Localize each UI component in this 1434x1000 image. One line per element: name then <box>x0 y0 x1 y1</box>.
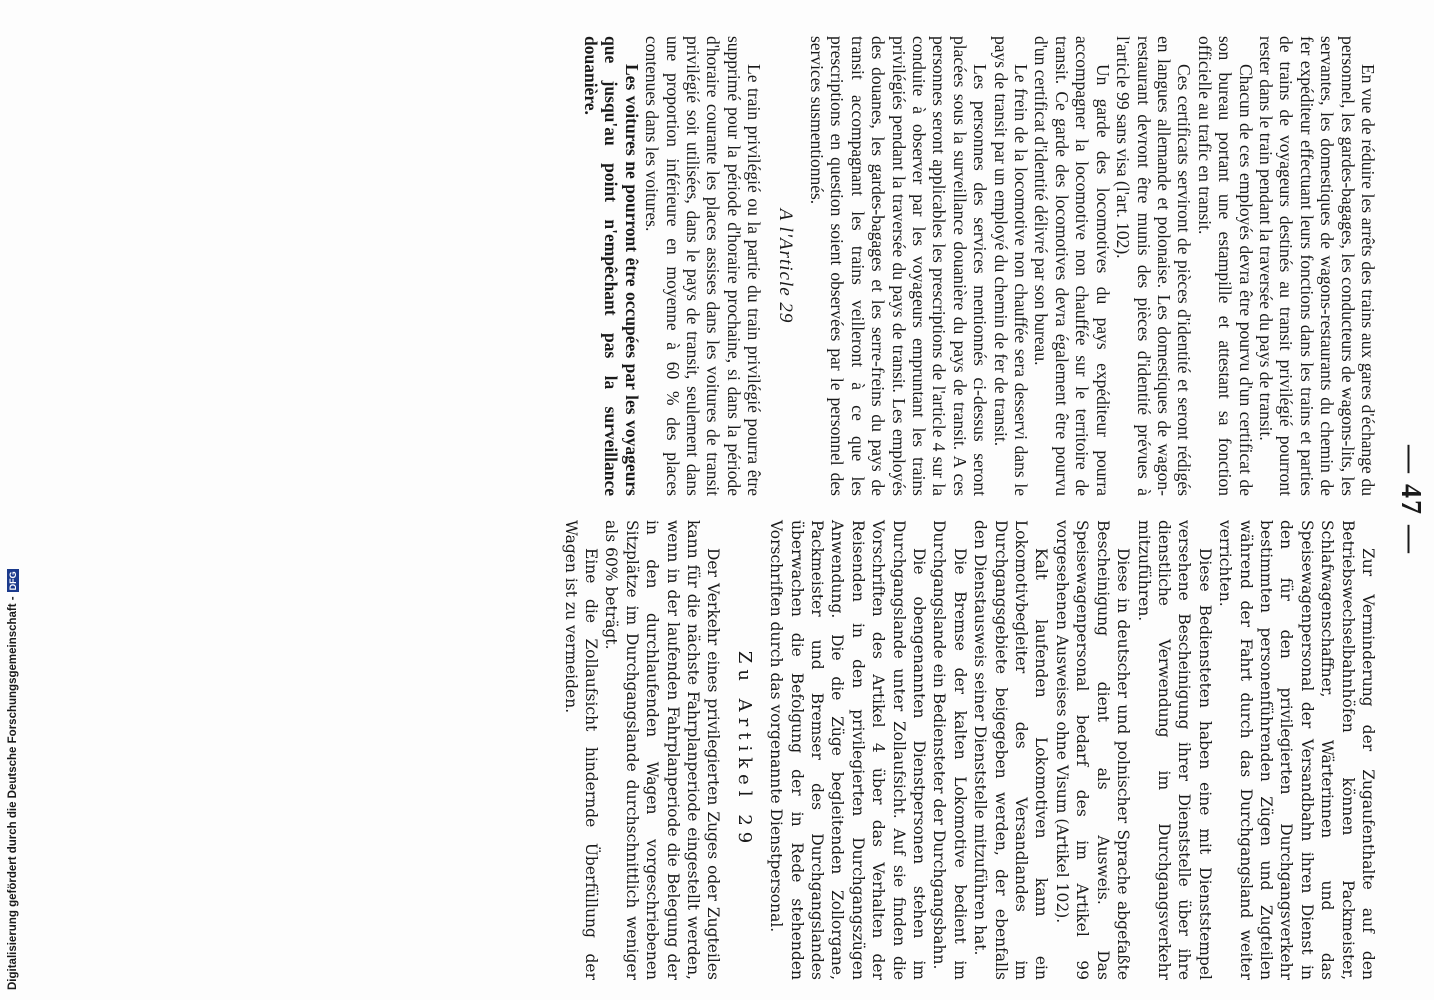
dfg-logo: DFG <box>8 571 18 591</box>
fr-paragraph-6: Les personnes des services mentionnés ci-dessus seront placées sous la surveillance douanière du pays de transit. A ces personnes seront applicables les prescriptions de l'article 4 sur la conduite à observer par les voyageurs empruntant les trains privilégiés pendant la traversée du pays de transit. Les employés des douanes, les gardes-bagages et les serre-freins du pays de transit accompagnant les trains veilleront à ce que les prescriptions en question soient observées par le personnel des services susmentionnés. <box>807 36 991 496</box>
digitization-footer <box>4 571 22 990</box>
fr-article-heading: A l'Article 29 <box>774 208 796 324</box>
fr-paragraph-8: Les voitures ne pourront être occupées par les voyageurs que jusqu'au point n'empêchant pas la surveillance douanière. <box>580 36 642 496</box>
footer-text <box>4 571 22 990</box>
de-paragraph-6: Die obengenannten Dienstpersonen stehen im Durchgangslande unter Zollaufsicht. Auf sie finden die Vorschriften des Artikel 4 über das Verhalten der Reisenden in den privilegierten Durchgangszügen Anwendung. Die die Züge begleitenden Zollorgane, Packmeister und Bremser des Durchgangslandes überwachen die Befolgung der in Rede stehenden Vorschriften durch das vorgenannte Dienstpersonal. <box>767 520 929 980</box>
fr-paragraph-3: Ces certificats serviront de pièces d'identité et seront rédigés en langues allemande et polonaise. Les domestiques de wagon-restaurant devront être munis des pièces d'identité prévues à l'article 99 sans visa (l'art. 102). <box>1113 36 1195 496</box>
de-article-heading: Zu Artikel 29 <box>733 650 755 850</box>
french-column <box>581 36 1378 496</box>
de-paragraph-7: Der Verkehr eines privilegierten Zuges oder Zugteiles kann für die nächste Fahrplanperiode eingestellt werden, wenn in der laufenden Fahrplanperiode die Belegung der in den durchlaufenden Wagen vorgeschriebenen Sitzplätze im Durchgangslande durchschnittlich weniger als 60% beträgt. <box>602 520 723 980</box>
fr-paragraph-7: Le train privilégié ou la partie du train privilégié pourra être supprimé pour la période d'horaire prochaine, si dans la période d'horaire courante les places assises dans les voitures de transit privilégié soit utilisées, dans le pays de transit, seulement dans une proportion inférieure en moyenne à 60 % des places contenues dans les voitures. <box>642 36 765 496</box>
de-paragraph-1: Zur Verminderung der Zugaufenthalte auf den Betriebswechselbahnhöfen können Packmeister, Schlafwagenschaffner, Wärterinnen und das Speisewagenpersonal der Versandbahn ihren Dienst in den für den privilegierten Durchgangsverkehr bestimmten personenführenden Zügen und Zugteilen während der Fahrt durch das Durchgangsland weiter verrichten. <box>1216 520 1377 980</box>
de-paragraph-3: Diese in deutscher und polnischer Sprache abgefaßte Bescheinigung dient als Ausweis. Das Speisewagenpersonal bedarf des im Artikel 99 vorgesehenen Ausweises ohne Visum (Artikel 102). <box>1052 520 1133 980</box>
page-number: — 47 — <box>1395 445 1426 555</box>
fr-paragraph-2: Chacun de ces employés devra être pourvu d'un certificat de son bureau portant une estampille et attestant sa fonction officielle au trafic en transit. <box>1194 36 1256 496</box>
fr-paragraph-5: Le frein de la locomotive non chauffée sera desservi dans le pays de transit par un employé du chemin de fer de transit. <box>990 36 1032 496</box>
de-paragraph-8: Eine die Zollaufsicht hindernde Überfüllung der Wagen ist zu vermeiden. <box>561 520 600 980</box>
footer-credit: Digitalisierung gefördert durch die Deutsche Forschungsgemeinschaft - <box>7 596 19 990</box>
fr-paragraph-1: En vue de réduire les arrêts des trains aux gares d'échange du personnel, les gardes-bagages, les conducteurs de wagons-lits, les servantes, les domestiques de wagons-restaurants du chemin de fer expéditeur effectuant leurs fonctions dans les trains et parties de trains de voyageurs destinés au transit privilégié pourront rester dans le train pendant la traversée du pays de transit. <box>1255 36 1378 496</box>
fr-paragraph-4: Un garde des locomotives du pays expéditeur pourra accompagner la locomotive non chauffée sur le territoire de transit. Ce garde des locomotives devra également être pourvu d'un certificat d'identité délivré par son bureau. <box>1031 36 1113 496</box>
de-paragraph-2: Diese Bediensteten haben eine mit Dienststempel versehene Bescheinigung ihrer Dienststelle über ihre dienstliche Verwendung im Durchgangsverkehr mitzuführen. <box>1134 520 1214 980</box>
rotated-page-content <box>134 0 1434 1000</box>
de-paragraph-5: Die Bremse der kalten Lokomotive bedient im Durchgangslande ein Bediensteter der Durchgangsbahn. <box>930 520 969 980</box>
german-column <box>560 520 1378 980</box>
de-paragraph-4: Kalt laufenden Lokomotiven kann ein Lokomotivbegleiter des Versandlandes im Durchgangsgebiete beigegeben werden, der ebenfalls den Dienstausweis seiner Dienststelle mitzuführen hat. <box>971 520 1051 980</box>
